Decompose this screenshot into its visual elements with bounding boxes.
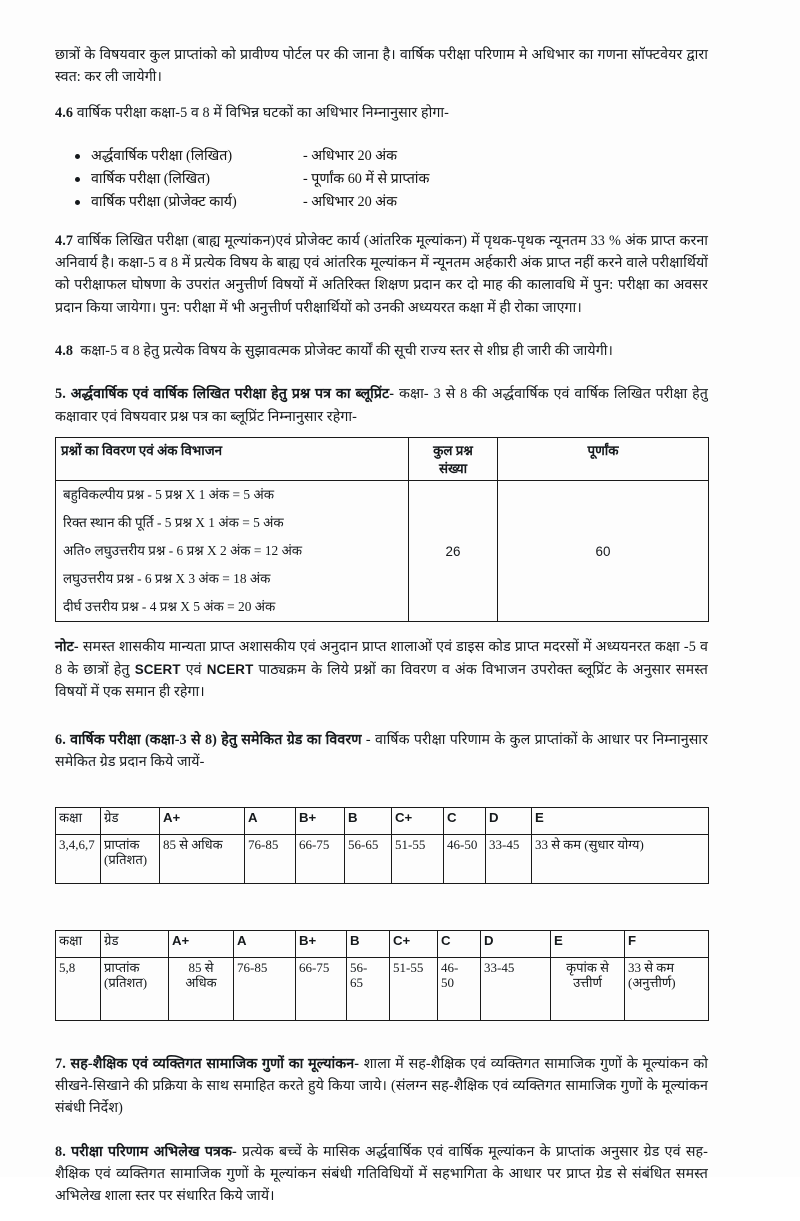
list-item	[55, 145, 708, 168]
section-4-6-bullet-list	[55, 145, 708, 214]
section-4-7-paragraph	[55, 230, 708, 319]
section-8-paragraph	[55, 1141, 708, 1208]
grade1-cell-grade-label	[101, 834, 160, 883]
note-tail: पाठ्यक्रम के लिये प्रश्नों का विवरण व अंक विभाजन उपरोक्त ब्लूप्रिंट के अनुसार समस्त विषयों में एक समान ही रहेगा।	[55, 661, 708, 700]
blueprint-table-body	[56, 480, 709, 621]
grade2-cell-b-plus: 66-75	[296, 957, 347, 1020]
grade2-cell-a: 76-85	[234, 957, 296, 1020]
section-5-heading: अर्द्धवार्षिक एवं वार्षिक लिखित परीक्षा हेतु प्रश्न पत्र का ब्लूप्रिंट-	[70, 386, 395, 403]
section-5-text: कक्षा- 3 से 8 की अर्द्धवार्षिक एवं वार्षिक लिखित परीक्षा हेतु कक्षावार एवं विषयवार प्रश्न पत्र का ब्लूप्रिंट निम्नानुसार रहेगा-	[55, 386, 708, 425]
note-text: समस्त शासकीय मान्यता प्राप्त अशासकीय एवं अनुदान प्राप्त शालाओं एवं डाइस कोड प्राप्त मदरसों में अध्ययनरत कक्षा -5 व 8 के छात्रों हेतु	[55, 639, 708, 678]
grade2-header-e: E	[551, 930, 625, 957]
grade2-grade-label-line1: प्राप्तांक	[104, 959, 140, 975]
grade1-cell-c: 46-50	[444, 834, 486, 883]
table-row	[56, 480, 709, 621]
blueprint-col2-header-line1: कुल प्रश्न	[433, 442, 473, 458]
grade2-b-line1: 56-	[350, 959, 368, 975]
blueprint-col2-header-line2: संख्या	[438, 460, 468, 476]
spacer	[55, 1029, 708, 1053]
spacer	[55, 787, 708, 801]
grade1-header-e: E	[532, 807, 709, 834]
grade1-cell-b-plus: 66-75	[296, 834, 345, 883]
blueprint-col1-header: प्रश्नों का विवरण एवं अंक विभाजन	[56, 437, 409, 480]
section-4-8-text: कक्षा-5 व 8 हेतु प्रत्येक विषय के सुझावत्मक प्रोजेक्ट कार्यों की सूची राज्य स्तर से शीघ्र ही जारी की जायेगी।	[80, 343, 613, 360]
grade2-a-plus-line1: 85 से	[188, 959, 214, 975]
blueprint-table	[55, 437, 709, 622]
section-7-paragraph	[55, 1053, 708, 1120]
table-row	[56, 437, 709, 480]
grade2-cell-c	[438, 957, 481, 1020]
grade-table-classes-3-4-6-7	[55, 807, 709, 884]
blueprint-row-text: लघुउत्तरीय प्रश्न - 6 प्रश्न X 3 अंक = 18 अंक	[63, 571, 271, 587]
section-4-8-paragraph	[55, 340, 708, 362]
blueprint-row-text: रिक्त स्थान की पूर्ति - 5 प्रश्न X 1 अंक = 5 अंक	[63, 515, 284, 531]
grade2-header-a: A	[234, 930, 296, 957]
grade2-header-class: कक्षा	[56, 930, 101, 957]
section-8-heading: परीक्षा परिणाम अभिलेख पत्रक-	[71, 1143, 237, 1160]
grade2-grade-label-line2: (प्रतिशत)	[104, 975, 148, 991]
grade2-header-c: C	[438, 930, 481, 957]
section-5-number: 5.	[55, 386, 66, 403]
grade2-c-line2: 50	[441, 975, 454, 991]
bullet-right-value: - पूर्णांक 60 में से प्राप्तांक	[303, 170, 430, 187]
grade1-header-d: D	[486, 807, 532, 834]
grade2-c-line1: 46-	[441, 959, 459, 975]
blueprint-row-text: अति० लघुउत्तरीय प्रश्न - 6 प्रश्न X 2 अंक = 12 अंक	[63, 543, 303, 559]
section-4-6-number: 4.6	[55, 104, 74, 121]
grade1-cell-c-plus: 51-55	[392, 834, 444, 883]
grade2-f-line1: 33 से कम	[628, 959, 675, 975]
section-6-paragraph	[55, 729, 708, 774]
grade1-header-a: A	[245, 807, 296, 834]
grade2-b-line2: 65	[350, 975, 363, 991]
grade2-cell-b	[347, 957, 390, 1020]
section-7-text: शाला में सह-शैक्षिक एवं व्यक्तिगत सामाजिक गुणों के मूल्यांकन को सीखने-सिखाने की प्रक्रिया के साथ समाहित करते हुये किया जाये। (संलग्न सह-शैक्षिक एवं व्यक्तिगत सामाजिक गुणों के मूल्यांकन संबंधी निर्देश)	[55, 1055, 708, 1117]
grade2-cell-e	[551, 957, 625, 1020]
note-scert: SCERT	[134, 661, 181, 677]
grade2-header-grade: ग्रेड	[101, 930, 169, 957]
blueprint-question-breakdown	[56, 480, 409, 621]
grade1-header-c-plus: C+	[392, 807, 444, 834]
section-7-heading: सह-शैक्षिक एवं व्यक्तिगत सामाजिक गुणों का मूल्यांकन-	[70, 1055, 360, 1072]
section-6-number: 6.	[55, 732, 66, 749]
grade-table-classes-5-8	[55, 930, 709, 1021]
section-5-paragraph	[55, 383, 708, 428]
blueprint-row-text: दीर्घ उत्तरीय प्रश्न - 4 प्रश्न X 5 अंक = 20 अंक	[63, 599, 276, 615]
page-content	[55, 44, 708, 1221]
list-item	[55, 168, 708, 191]
grade1-grade-label-line1: प्राप्तांक	[104, 836, 140, 852]
grade2-header-a-plus: A+	[169, 930, 234, 957]
section-7-number: 7.	[55, 1055, 66, 1072]
note-label: नोट-	[55, 639, 79, 656]
grade2-a-plus-line2: अधिक	[185, 975, 217, 991]
grade2-cell-d: 33-45	[481, 957, 551, 1020]
grade2-header-b-plus: B+	[296, 930, 347, 957]
grade2-cell-class: 5,8	[56, 957, 101, 1020]
blueprint-col3-header: पूर्णांक	[498, 437, 709, 480]
grade2-cell-c-plus: 51-55	[390, 957, 438, 1020]
list-item	[55, 191, 708, 214]
blueprint-total-questions: 26	[409, 480, 498, 621]
grade1-header-b: B	[345, 807, 392, 834]
section-4-8-number: 4.8	[55, 343, 74, 360]
section-6-heading: वार्षिक परीक्षा (कक्षा-3 से 8) हेतु समेकित ग्रेड का विवरण	[70, 732, 362, 749]
blueprint-total-marks: 60	[498, 480, 709, 621]
bullet-left-label: वार्षिक परीक्षा (लिखित)	[91, 170, 210, 187]
grade1-header-c: C	[444, 807, 486, 834]
grade2-e-line2: उत्तीर्ण	[573, 975, 602, 991]
grade1-cell-a: 76-85	[245, 834, 296, 883]
spacer	[55, 892, 708, 924]
grade2-cell-f	[625, 957, 709, 1020]
grade2-cell-a-plus	[169, 957, 234, 1020]
grade1-header-class: कक्षा	[56, 807, 101, 834]
bullet-right-value: - अधिभार 20 अंक	[303, 147, 397, 164]
note-paragraph	[55, 636, 708, 703]
grade1-header-b-plus: B+	[296, 807, 345, 834]
grade1-cell-d: 33-45	[486, 834, 532, 883]
grade2-e-line1: कृपांक से	[566, 959, 609, 975]
section-6-text: - वार्षिक परीक्षा परिणाम के कुल प्राप्तांकों के आधार पर निम्नानुसार समेकित ग्रेड प्रदान किये जायें-	[55, 732, 708, 771]
note-mid: एवं	[180, 661, 207, 678]
grade2-header-c-plus: C+	[390, 930, 438, 957]
grade1-cell-b: 56-65	[345, 834, 392, 883]
table-row	[56, 834, 709, 883]
grade1-header-grade: ग्रेड	[101, 807, 160, 834]
bullet-right-value: - अधिभार 20 अंक	[303, 193, 397, 210]
grade2-header-d: D	[481, 930, 551, 957]
grade2-header-b: B	[347, 930, 390, 957]
table-row	[56, 807, 709, 834]
grade1-cell-class: 3,4,6,7	[56, 834, 101, 883]
blueprint-col2-header	[409, 437, 498, 480]
section-8-number: 8.	[55, 1143, 66, 1160]
table-row	[56, 930, 709, 957]
section-4-6-text: वार्षिक परीक्षा कक्षा-5 व 8 में विभिन्न घटकों का अधिभार निम्नानुसार होगा-	[76, 104, 449, 121]
grade2-cell-grade-label	[101, 957, 169, 1020]
intro-paragraph: छात्रों के विषयवार कुल प्राप्तांको को प्रावीण्य पोर्टल पर की जाना है। वार्षिक परीक्षा परिणाम मे अधिभार का गणना सॉफ्टवेयर द्वारा स्वत: कर ली जायेगी।	[55, 47, 708, 86]
bullet-left-label: अर्द्धवार्षिक परीक्षा (लिखित)	[91, 147, 233, 164]
note-ncert: NCERT	[206, 661, 254, 677]
section-4-7-text: वार्षिक लिखित परीक्षा (बाह्य मूल्यांकन)एवं प्रोजेक्ट कार्य (आंतरिक मूल्यांकन) में पृथक-पृथक न्यूनतम 33 % अंक प्राप्त करना अनिवार्य है। कक्षा-5 व 8 में प्रत्येक विषय के बाह्य एवं आंतरिक मूल्यांकन में न्यूनतम अर्हकारी अंक प्राप्त नहीं करने वाले परीक्षार्थियों को परीक्षाफल घोषणा के उपरांत अनुत्तीर्ण विषयों में अतिरिक्त शिक्षण प्रदान कर दो माह की कालावधि में पुन: परीक्षा का अवसर प्रदान किया जायेगा। पुन: परीक्षा में भी अनुत्तीर्ण परीक्षार्थियों को उनकी अध्ययरत कक्षा में ही रोका जाएगा।	[55, 232, 708, 316]
blueprint-row-text: बहुविकल्पीय प्रश्न - 5 प्रश्न X 1 अंक = 5 अंक	[63, 486, 274, 502]
grade1-cell-a-plus: 85 से अधिक	[160, 834, 245, 883]
section-8-text: प्रत्येक बच्चें के मासिक अर्द्धवार्षिक एवं वार्षिक मूल्यांकन के प्राप्तांक अनुसार ग्रेड एवं सह-शैक्षिक एवं व्यक्तिगत सामाजिक गुणों के मूल्यांकन संबंधी गतिविधियों में सहभागिता के आधार पर प्राप्त ग्रेड से संबंधित समस्त अभिलेख शाला स्तर पर संधारित किये जायें।	[55, 1143, 708, 1205]
grade1-cell-e: 33 से कम (सुधार योग्य)	[532, 834, 709, 883]
grade1-header-a-plus: A+	[160, 807, 245, 834]
grade2-f-line2: (अनुत्तीर्ण)	[628, 975, 676, 991]
grade1-grade-label-line2: (प्रतिशत)	[104, 852, 148, 868]
blueprint-table-header	[56, 437, 709, 480]
bullet-left-label: वार्षिक परीक्षा (प्रोजेक्ट कार्य)	[91, 193, 237, 210]
section-4-6-paragraph	[55, 102, 708, 124]
table-row	[56, 957, 709, 1020]
section-4-7-number: 4.7	[55, 232, 74, 249]
grade2-header-f: F	[625, 930, 709, 957]
